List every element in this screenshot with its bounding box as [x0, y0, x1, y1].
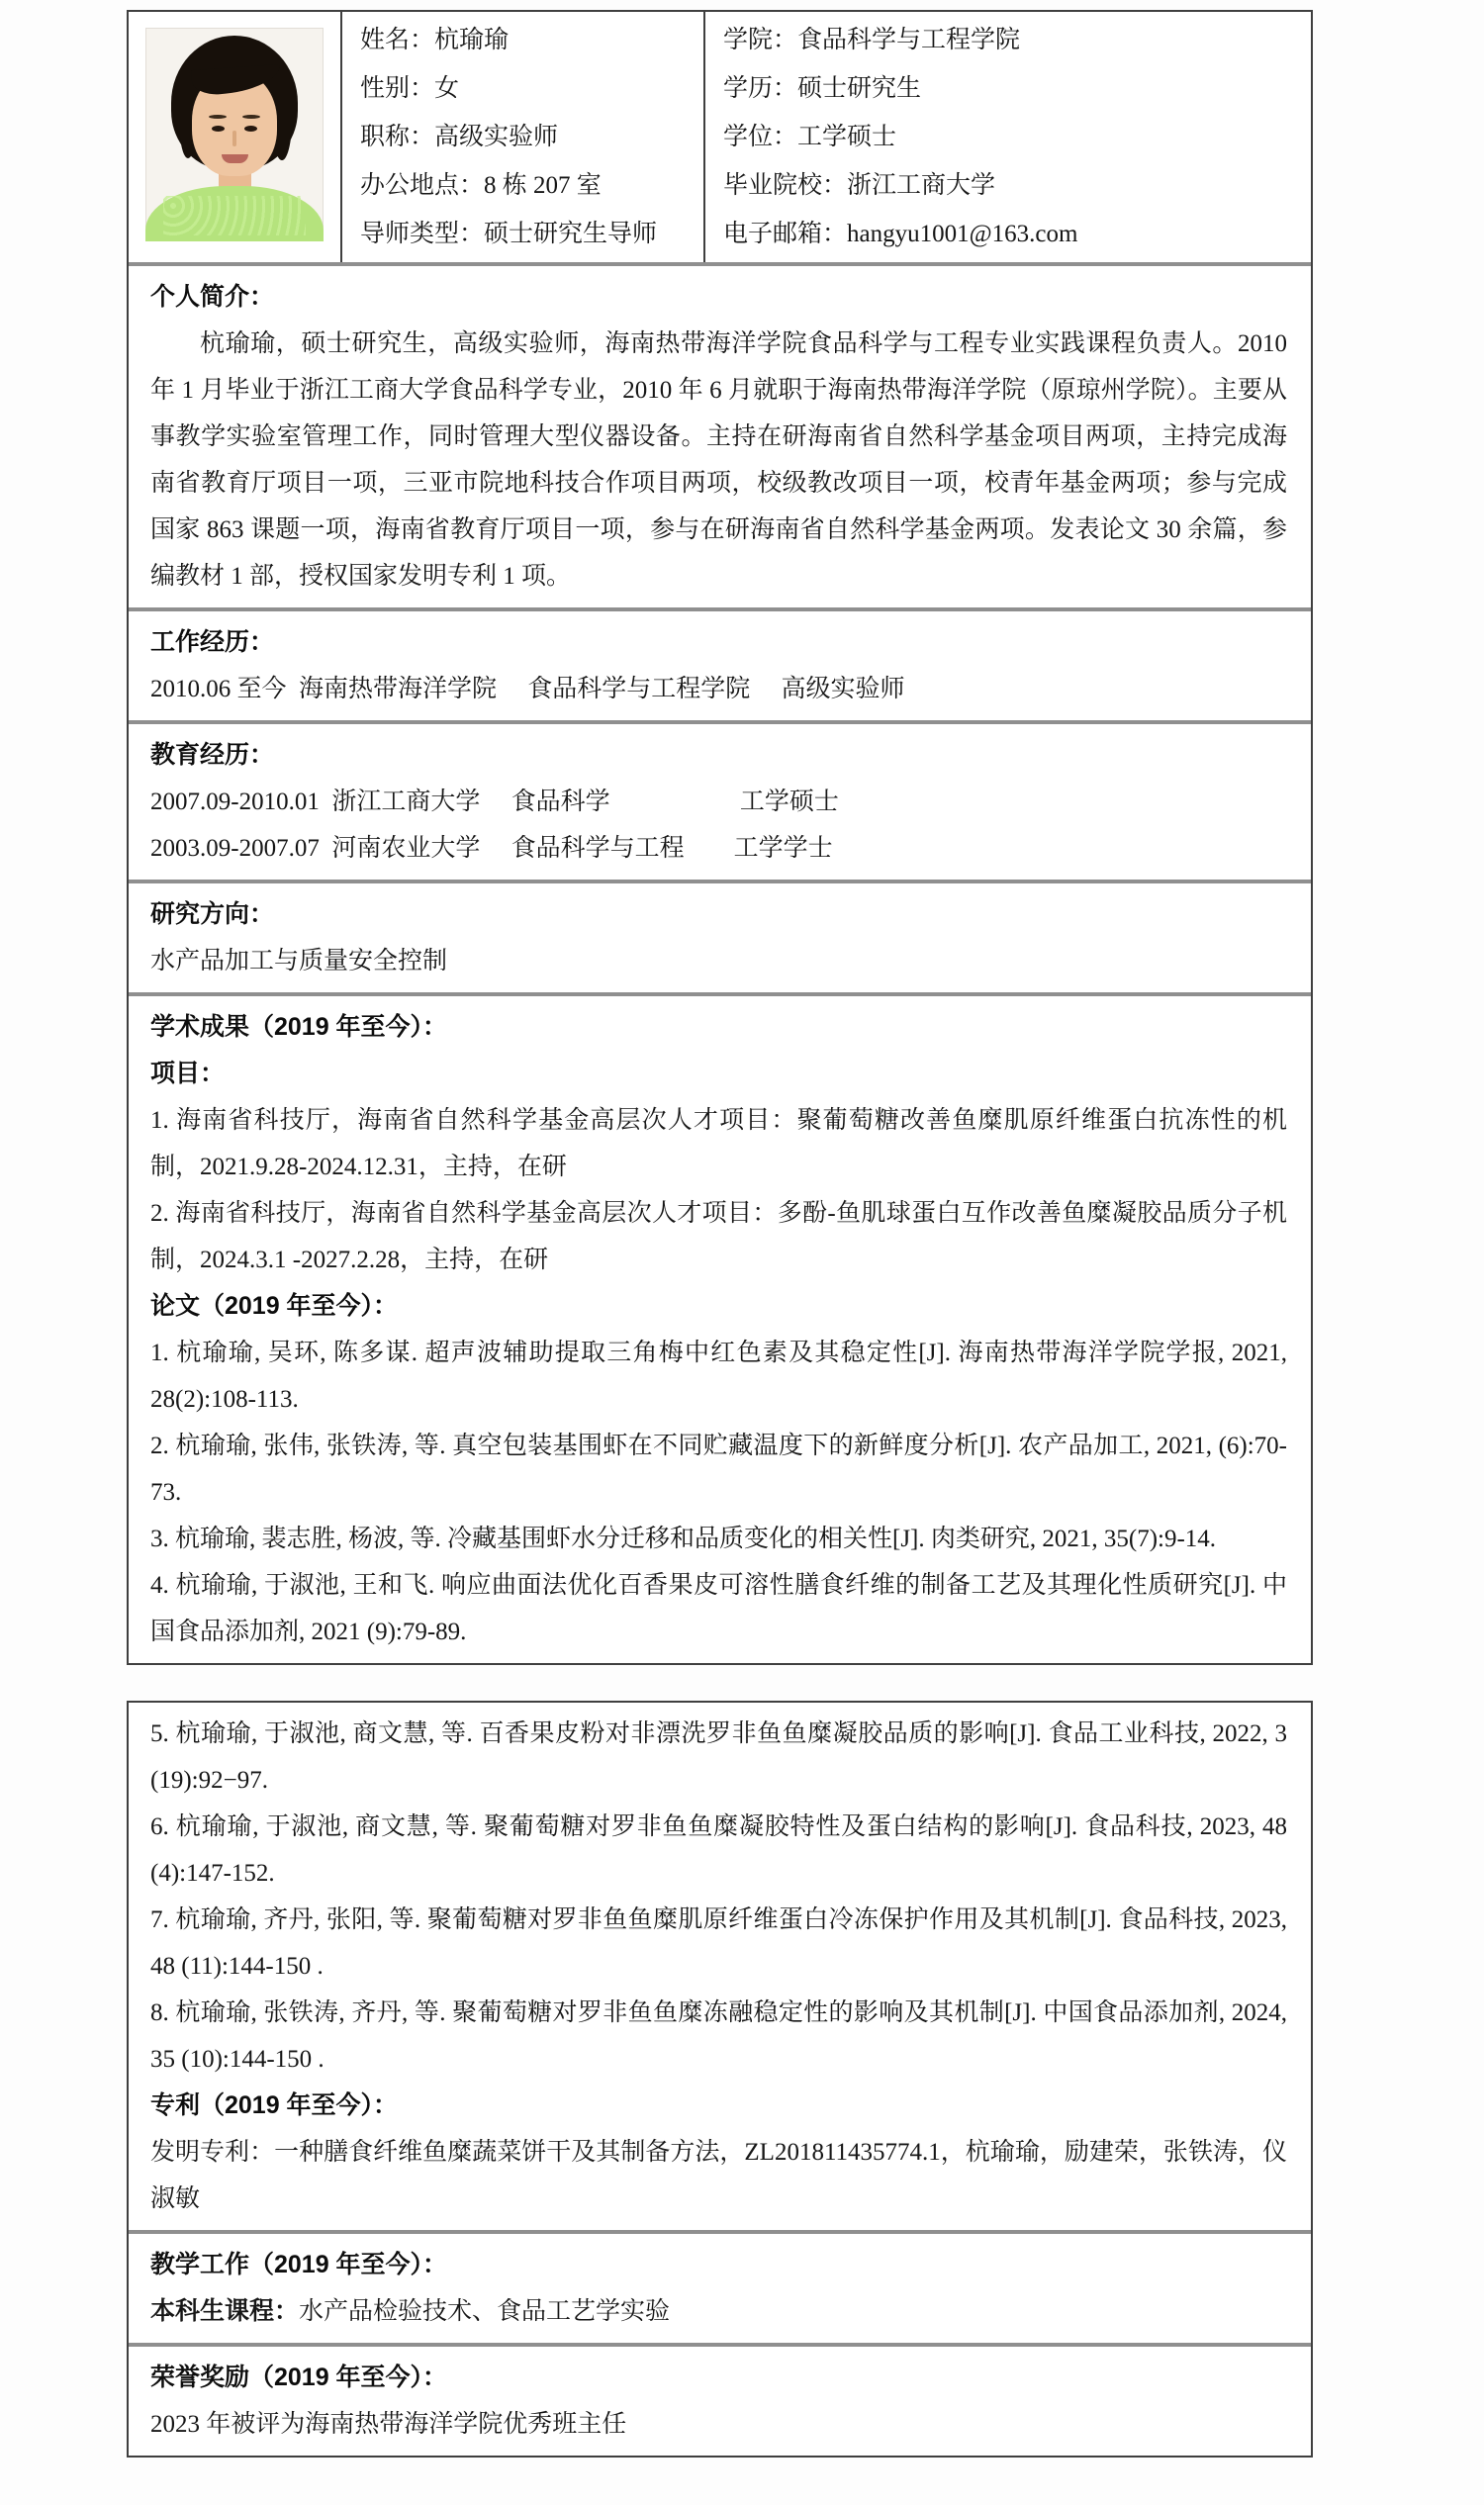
profile-info-table	[129, 12, 1311, 262]
section-teaching	[129, 2230, 1311, 2343]
field-mentor-type	[360, 210, 703, 258]
honors-heading: 荣誉奖励（2019 年至今）：	[150, 2364, 448, 2391]
field-gender-label: 性别：	[360, 75, 435, 102]
field-title-value: 高级实验师	[434, 124, 559, 150]
field-gender	[360, 64, 703, 113]
field-college-label: 学院：	[723, 27, 798, 53]
intro-paragraph: 杭瑜瑜，硕士研究生，高级实验师，海南热带海洋学院食品科学与工程专业实践课程负责人。2010 年 1 月毕业于浙江工商大学食品科学专业，2010 年 6 月就职于海南热带海洋学院（原琼州学院）。主要从事教学实验室管理工作，同时管理大型仪器设备。主持在研海南省自然科学基金项目两项，主持完成海南省教育厅项目一项，三亚市院地科技合作项目两项，校级教改项目一项，校青年基金两项；参与完成国家 863 课题一项，海南省教育厅项目一项，参与在研海南省自然科学基金两项。发表论文 30 余篇，参编教材 1 部，授权国家发明专利 1 项。	[150, 330, 1287, 590]
section-research	[129, 880, 1311, 992]
field-education-level	[723, 64, 1311, 113]
photo-eye	[212, 126, 225, 132]
section-achievements-continued	[129, 1703, 1311, 2230]
work-item: 2010.06 至今 海南热带海洋学院 食品科学与工程学院 高级实验师	[150, 676, 905, 702]
intro-heading: 个人简介：	[150, 283, 275, 311]
field-gender-value: 女	[434, 75, 460, 102]
course-value: 水产品检验技术、食品工艺学实验	[299, 2298, 671, 2325]
field-mentor-type-value: 硕士研究生导师	[484, 221, 658, 247]
education-item: 2003.09-2007.07 河南农业大学 食品科学与工程 工学学士	[150, 835, 833, 862]
field-mentor-type-label: 导师类型：	[360, 221, 485, 247]
section-honors	[129, 2343, 1311, 2456]
research-heading: 研究方向：	[150, 900, 275, 928]
papers-heading: 论文（2019 年至今）：	[150, 1292, 399, 1320]
field-name-label: 姓名：	[360, 27, 435, 53]
field-email	[723, 210, 1311, 258]
field-name	[360, 16, 703, 64]
field-alma-mater	[723, 161, 1311, 210]
field-college-value: 食品科学与工程学院	[797, 27, 1021, 53]
photo-eye	[244, 126, 257, 132]
section-education	[129, 720, 1311, 880]
photo-brow	[242, 115, 260, 119]
profile-academic-column	[703, 12, 1311, 262]
field-degree-label: 学位：	[723, 124, 798, 150]
field-alma-mater-value: 浙江工商大学	[847, 172, 996, 199]
paper-item: 3. 杭瑜瑜, 裴志胜, 杨波, 等. 冷藏基围虾水分迁移和品质变化的相关性[J]. 肉类研究, 2021, 35(7):9-14.	[150, 1526, 1217, 1552]
education-heading: 教育经历：	[150, 741, 275, 769]
paper-item: 2. 杭瑜瑜, 张伟, 张铁涛, 等. 真空包装基围虾在不同贮藏温度下的新鲜度分析[J]. 农产品加工, 2021, (6):70-73.	[150, 1433, 1287, 1506]
section-intro	[129, 262, 1311, 607]
field-email-label: 电子邮箱：	[723, 221, 848, 247]
paper-item: 4. 杭瑜瑜, 于淑池, 王和飞. 响应曲面法优化百香果皮可溶性膳食纤维的制备工艺及其理化性质研究[J]. 中国食品添加剂, 2021 (9):79-89.	[150, 1572, 1287, 1645]
field-email-value: hangyu1001@163.com	[847, 221, 1078, 247]
field-office	[360, 161, 703, 210]
profile-basic-column	[340, 12, 703, 262]
patents-heading: 专利（2019 年至今）：	[150, 2091, 399, 2119]
paper-item: 1. 杭瑜瑜, 吴环, 陈多谋. 超声波辅助提取三角梅中红色素及其稳定性[J]. 海南热带海洋学院学报, 2021, 28(2):108-113.	[150, 1340, 1287, 1413]
page-1	[127, 10, 1313, 1665]
field-education-level-label: 学历：	[723, 75, 798, 102]
profile-photo	[145, 28, 324, 241]
field-title-label: 职称：	[360, 124, 435, 150]
teaching-heading: 教学工作（2019 年至今）：	[150, 2251, 448, 2278]
projects-heading: 项目：	[150, 1060, 226, 1087]
teaching-course-line	[150, 2288, 1287, 2335]
page-2	[127, 1701, 1313, 2458]
photo-brow	[209, 115, 227, 119]
field-title	[360, 113, 703, 161]
course-label: 本科生课程：	[150, 2297, 300, 2325]
section-achievements	[129, 992, 1311, 1663]
photo-nose	[232, 131, 236, 146]
project-item: 2. 海南省科技厅，海南省自然科学基金高层次人才项目：多酚-鱼肌球蛋白互作改善鱼糜凝胶品质分子机制，2024.3.1 -2027.2.28，主持，在研	[150, 1200, 1287, 1273]
paper-item: 6. 杭瑜瑜, 于淑池, 商文慧, 等. 聚葡萄糖对罗非鱼鱼糜凝胶特性及蛋白结构的影响[J]. 食品科技, 2023, 48 (4):147-152.	[150, 1813, 1287, 1887]
photo-cell	[129, 12, 340, 262]
field-office-label: 办公地点：	[360, 172, 485, 199]
field-college	[723, 16, 1311, 64]
field-name-value: 杭瑜瑜	[434, 27, 510, 53]
field-education-level-value: 硕士研究生	[797, 75, 922, 102]
patent-item: 发明专利：一种膳食纤维鱼糜蔬菜饼干及其制备方法，ZL201811435774.1，杭瑜瑜，励建荣，张铁涛，仪淑敏	[150, 2139, 1287, 2212]
honor-item: 2023 年被评为海南热带海洋学院优秀班主任	[150, 2411, 627, 2438]
field-alma-mater-label: 毕业院校：	[723, 172, 848, 199]
field-degree	[723, 113, 1311, 161]
achievements-heading: 学术成果（2019 年至今）：	[150, 1013, 448, 1041]
field-office-value: 8 栋 207 室	[484, 172, 602, 199]
paper-item: 8. 杭瑜瑜, 张铁涛, 齐丹, 等. 聚葡萄糖对罗非鱼鱼糜冻融稳定性的影响及其机制[J]. 中国食品添加剂, 2024, 35 (10):144-150 .	[150, 1999, 1287, 2073]
photo-shirt-texture	[163, 196, 306, 235]
work-heading: 工作经历：	[150, 628, 275, 656]
education-item: 2007.09-2010.01 浙江工商大学 食品科学 工学硕士	[150, 789, 839, 815]
research-item: 水产品加工与质量安全控制	[150, 948, 448, 974]
section-work-experience	[129, 607, 1311, 720]
project-item: 1. 海南省科技厅，海南省自然科学基金高层次人才项目：聚葡萄糖改善鱼糜肌原纤维蛋白抗冻性的机制，2021.9.28-2024.12.31，主持，在研	[150, 1107, 1287, 1180]
paper-item: 5. 杭瑜瑜, 于淑池, 商文慧, 等. 百香果皮粉对非漂洗罗非鱼鱼糜凝胶品质的影响[J]. 食品工业科技, 2022, 3 (19):92−97.	[150, 1720, 1287, 1794]
field-degree-value: 工学硕士	[797, 124, 897, 150]
paper-item: 7. 杭瑜瑜, 齐丹, 张阳, 等. 聚葡萄糖对罗非鱼鱼糜肌原纤维蛋白冷冻保护作用及其机制[J]. 食品科技, 2023, 48 (11):144-150 .	[150, 1906, 1287, 1980]
